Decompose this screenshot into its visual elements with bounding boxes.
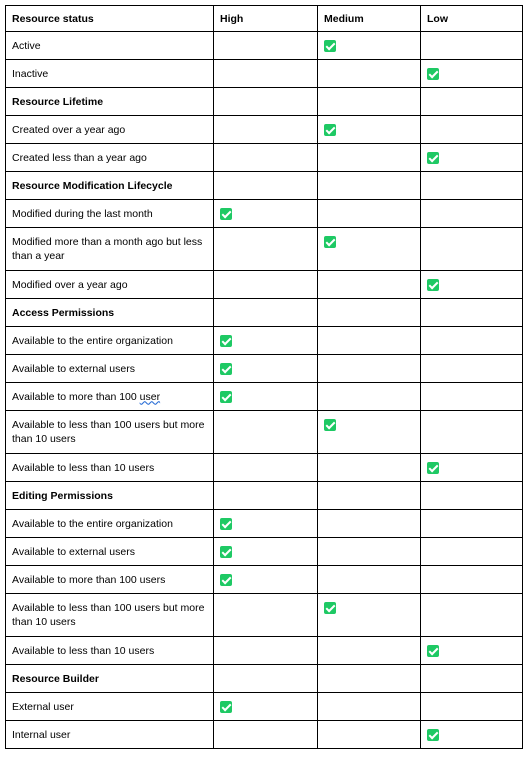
- cell-medium: [318, 355, 421, 383]
- check-icon: [324, 124, 336, 136]
- check-icon: [220, 701, 232, 713]
- check-icon: [220, 391, 232, 403]
- check-icon: [324, 236, 336, 248]
- header-low: Low: [421, 6, 523, 32]
- cell-low: [421, 411, 523, 454]
- row-label-text: Available to less than 10 users: [12, 644, 155, 657]
- check-icon: [427, 462, 439, 474]
- row-label: [6, 327, 214, 355]
- cell-low: [421, 594, 523, 637]
- row-label: [6, 594, 214, 637]
- cell-medium: [318, 566, 421, 594]
- cell-low: [421, 32, 523, 60]
- cell-high: [214, 144, 318, 172]
- table-row: [6, 200, 523, 228]
- cell-low: [421, 88, 523, 116]
- row-label: [6, 454, 214, 482]
- section-title: [6, 88, 214, 116]
- cell-low: [421, 355, 523, 383]
- cell-medium: [318, 637, 421, 665]
- row-label-text: Created over a year ago: [12, 123, 126, 136]
- cell-low: [421, 637, 523, 665]
- cell-high: [214, 327, 318, 355]
- check-icon: [427, 68, 439, 80]
- cell-high: [214, 383, 318, 411]
- row-label: [6, 116, 214, 144]
- row-label-text: Available to the entire organization: [12, 517, 173, 530]
- row-label-text: Available to more than 100 users: [12, 573, 166, 586]
- cell-high: [214, 594, 318, 637]
- section-row: [6, 88, 523, 116]
- cell-medium: [318, 594, 421, 637]
- row-label: [6, 383, 214, 411]
- row-label: [6, 144, 214, 172]
- row-label: [6, 637, 214, 665]
- row-label-text: Editing Permissions: [12, 489, 113, 502]
- cell-low: [421, 538, 523, 566]
- row-label: [6, 693, 214, 721]
- check-icon: [324, 419, 336, 431]
- section-row: [6, 172, 523, 200]
- cell-high: [214, 510, 318, 538]
- cell-low: [421, 482, 523, 510]
- cell-medium: [318, 88, 421, 116]
- cell-high: [214, 454, 318, 482]
- table-row: [6, 566, 523, 594]
- cell-medium: [318, 32, 421, 60]
- cell-high: [214, 411, 318, 454]
- cell-high: [214, 228, 318, 271]
- cell-low: [421, 271, 523, 299]
- cell-medium: [318, 144, 421, 172]
- row-label: [6, 538, 214, 566]
- check-icon: [220, 546, 232, 558]
- cell-low: [421, 665, 523, 693]
- table-row: [6, 454, 523, 482]
- row-label-text: Created less than a year ago: [12, 151, 147, 164]
- row-label-text: Available to less than 100 users but more than 10 users: [12, 602, 205, 628]
- check-icon: [220, 518, 232, 530]
- cell-low: [421, 172, 523, 200]
- row-label: [6, 60, 214, 88]
- row-label: [6, 411, 214, 454]
- row-label-text: Available to external users: [12, 362, 135, 375]
- check-icon: [324, 40, 336, 52]
- header-high: High: [214, 6, 318, 32]
- row-label: [6, 271, 214, 299]
- cell-low: [421, 144, 523, 172]
- cell-high: [214, 693, 318, 721]
- row-label-text: Active: [12, 39, 41, 52]
- cell-high: [214, 538, 318, 566]
- cell-high: [214, 116, 318, 144]
- row-label-text: Resource Lifetime: [12, 95, 104, 108]
- row-label-text: Inactive: [12, 67, 49, 80]
- table-row: [6, 721, 523, 749]
- header-medium: Medium: [318, 6, 421, 32]
- cell-medium: [318, 721, 421, 749]
- cell-medium: [318, 228, 421, 271]
- cell-low: [421, 383, 523, 411]
- row-label-text: Internal user: [12, 728, 71, 741]
- cell-medium: [318, 299, 421, 327]
- check-icon: [324, 602, 336, 614]
- row-label-tail: user: [139, 390, 161, 403]
- row-label-text: Available to more than 100: [12, 390, 140, 403]
- table-row: [6, 693, 523, 721]
- table-row: [6, 228, 523, 271]
- cell-high: [214, 299, 318, 327]
- section-title: [6, 482, 214, 510]
- row-label-text: External user: [12, 700, 74, 713]
- check-icon: [220, 208, 232, 220]
- cell-high: [214, 355, 318, 383]
- table-row: [6, 355, 523, 383]
- table-row: [6, 637, 523, 665]
- cell-high: [214, 566, 318, 594]
- cell-low: [421, 228, 523, 271]
- cell-low: [421, 327, 523, 355]
- table-row: [6, 510, 523, 538]
- cell-high: [214, 665, 318, 693]
- check-icon: [427, 645, 439, 657]
- cell-medium: [318, 327, 421, 355]
- row-label: [6, 566, 214, 594]
- cell-high: [214, 271, 318, 299]
- table-row: [6, 538, 523, 566]
- row-label: [6, 32, 214, 60]
- cell-medium: [318, 538, 421, 566]
- cell-low: [421, 200, 523, 228]
- section-title: [6, 665, 214, 693]
- row-label-text: Access Permissions: [12, 306, 115, 319]
- cell-medium: [318, 60, 421, 88]
- table-row: [6, 144, 523, 172]
- cell-medium: [318, 665, 421, 693]
- check-icon: [220, 574, 232, 586]
- cell-medium: [318, 454, 421, 482]
- cell-medium: [318, 200, 421, 228]
- table-row: [6, 594, 523, 637]
- cell-high: [214, 88, 318, 116]
- row-label-text: Modified over a year ago: [12, 278, 128, 291]
- row-label-text: Available to less than 100 users but more than 10 users: [12, 419, 205, 445]
- row-label-text: Resource Modification Lifecycle: [12, 179, 173, 192]
- section-row: [6, 482, 523, 510]
- cell-medium: [318, 116, 421, 144]
- row-label-text: Available to the entire organization: [12, 334, 173, 347]
- section-title: [6, 299, 214, 327]
- header-resource-status: Resource status: [6, 6, 214, 32]
- table-row: [6, 411, 523, 454]
- header-row: [6, 6, 523, 32]
- cell-low: [421, 721, 523, 749]
- section-title: [6, 172, 214, 200]
- cell-medium: [318, 172, 421, 200]
- cell-medium: [318, 510, 421, 538]
- table-row: [6, 60, 523, 88]
- check-icon: [220, 335, 232, 347]
- cell-low: [421, 693, 523, 721]
- cell-medium: [318, 271, 421, 299]
- check-icon: [427, 152, 439, 164]
- row-label: [6, 510, 214, 538]
- cell-low: [421, 60, 523, 88]
- cell-low: [421, 510, 523, 538]
- cell-medium: [318, 383, 421, 411]
- row-label-text: Available to less than 10 users: [12, 461, 155, 474]
- row-label: [6, 355, 214, 383]
- cell-high: [214, 200, 318, 228]
- cell-medium: [318, 482, 421, 510]
- table-row: [6, 327, 523, 355]
- table-row: [6, 116, 523, 144]
- cell-high: [214, 32, 318, 60]
- cell-low: [421, 454, 523, 482]
- cell-medium: [318, 411, 421, 454]
- cell-high: [214, 637, 318, 665]
- row-label: [6, 200, 214, 228]
- cell-low: [421, 116, 523, 144]
- cell-medium: [318, 693, 421, 721]
- cell-high: [214, 482, 318, 510]
- table-row: [6, 32, 523, 60]
- row-label-text: Available to external users: [12, 545, 135, 558]
- cell-high: [214, 721, 318, 749]
- row-label-text: Resource Builder: [12, 672, 99, 685]
- row-label: [6, 228, 214, 271]
- section-row: [6, 665, 523, 693]
- section-row: [6, 299, 523, 327]
- resource-risk-table: [5, 5, 523, 749]
- row-label-text: Modified more than a month ago but less than a year: [12, 236, 203, 262]
- row-label-text: Modified during the last month: [12, 207, 153, 220]
- table-row: [6, 383, 523, 411]
- table-row: [6, 271, 523, 299]
- check-icon: [220, 363, 232, 375]
- cell-low: [421, 299, 523, 327]
- row-label: [6, 721, 214, 749]
- cell-high: [214, 172, 318, 200]
- table-body: [6, 32, 523, 749]
- cell-low: [421, 566, 523, 594]
- cell-high: [214, 60, 318, 88]
- check-icon: [427, 279, 439, 291]
- check-icon: [427, 729, 439, 741]
